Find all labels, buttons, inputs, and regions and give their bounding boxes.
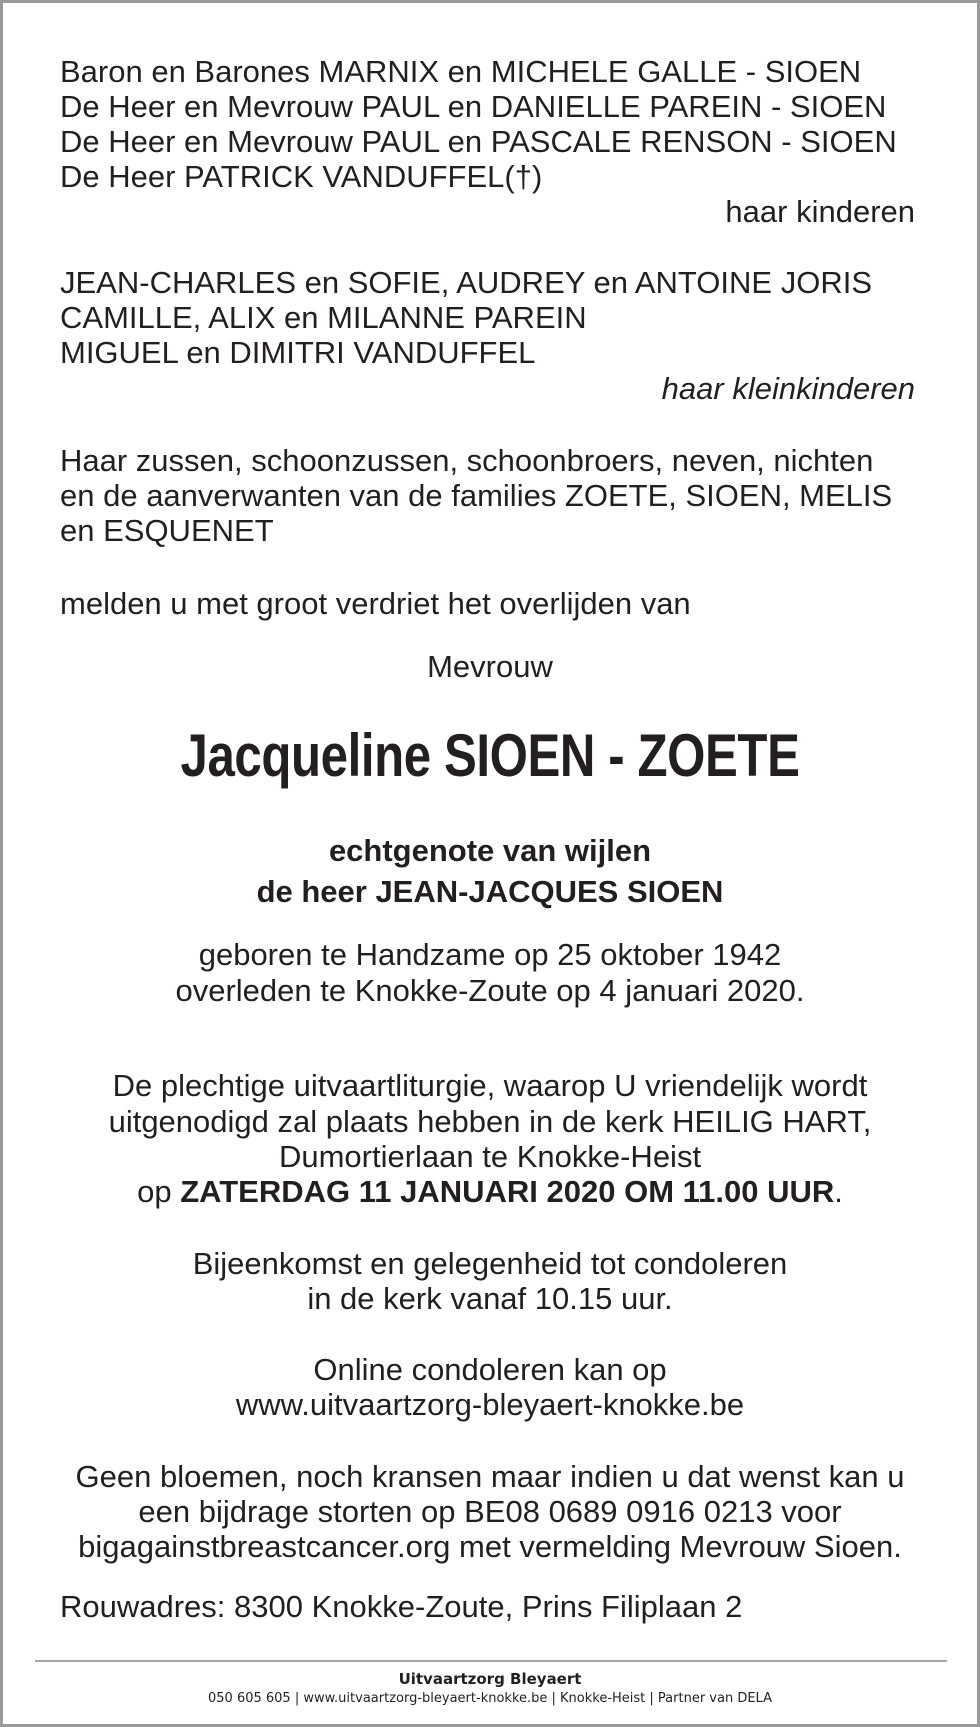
donation-line: Geen bloemen, noch kransen maar indien u dat wenst kan u — [75, 1459, 905, 1494]
spouse-line: de heer JEAN-JACQUES SIOEN — [256, 874, 724, 909]
grandchild-line: JEAN-CHARLES en SOFIE, AUDREY en ANTOINE JORIS — [60, 265, 872, 300]
donation-line: een bijdrage storten op BE08 0689 0916 0213 voor — [138, 1494, 842, 1529]
deceased-name: Jacqueline SIOEN - ZOETE — [180, 722, 800, 789]
announcement-text: melden u met groot verdriet het overlijden van — [60, 586, 691, 621]
footer-contact-info: 050 605 605 | www.uitvaartzorg-bleyaert-knokke.be | Knokke-Heist | Partner van DELA — [208, 1691, 772, 1706]
funeral-line: uitgenodigd zal plaats hebben in de kerk HEILIG HART, — [108, 1104, 872, 1139]
online-url: www.uitvaartzorg-bleyaert-knokke.be — [235, 1387, 745, 1422]
child-line: De Heer en Mevrouw PAUL en DANIELLE PAREIN - SIOEN — [60, 89, 887, 124]
donation-line: bigagainstbreastcancer.org met vermelding Mevrouw Sioen. — [78, 1529, 902, 1564]
footer-company-name: Uitvaartzorg Bleyaert — [398, 1670, 582, 1688]
online-line: Online condoleren kan op — [313, 1352, 667, 1387]
funeral-line: Dumortierlaan te Knokke-Heist — [278, 1139, 702, 1174]
grandchildren-label: haar kleinkinderen — [661, 371, 915, 406]
child-line: De Heer PATRICK VANDUFFEL(†) — [60, 159, 543, 194]
spouse-line: echtgenote van wijlen — [328, 833, 652, 868]
grandchild-line: MIGUEL en DIMITRI VANDUFFEL — [60, 335, 536, 370]
child-line: De Heer en Mevrouw PAUL en PASCALE RENSON - SIOEN — [60, 124, 897, 159]
birth-line: geboren te Handzame op 25 oktober 1942 — [198, 937, 782, 972]
footer-divider — [35, 1660, 947, 1662]
salutation: Mevrouw — [427, 649, 553, 684]
child-line: Baron en Barones MARNIX en MICHELE GALLE - SIOEN — [60, 54, 862, 89]
mourning-address: Rouwadres: 8300 Knokke-Zoute, Prins Filiplaan 2 — [60, 1589, 743, 1624]
funeral-date: ZATERDAG 11 JANUARI 2020 OM 11.00 UUR — [180, 1174, 835, 1209]
funeral-date-prefix: op — [137, 1174, 181, 1209]
gathering-line: Bijeenkomst en gelegenheid tot condoleren — [192, 1246, 788, 1281]
funeral-date-line — [3, 1174, 977, 1209]
relatives-line: en de aanverwanten van de families ZOETE, SIOEN, MELIS — [60, 478, 893, 513]
grandchild-line: CAMILLE, ALIX en MILANNE PAREIN — [60, 300, 587, 335]
deceased-name-wrap — [3, 721, 977, 791]
relatives-line: en ESQUENET — [60, 513, 274, 548]
death-line: overleden te Knokke-Zoute op 4 januari 2020. — [175, 973, 805, 1008]
funeral-line: De plechtige uitvaartliturgie, waarop U vriendelijk wordt — [112, 1068, 868, 1103]
relatives-line: Haar zussen, schoonzussen, schoonbroers, neven, nichten — [60, 443, 874, 478]
funeral-date-suffix: . — [834, 1174, 843, 1209]
children-label: haar kinderen — [725, 194, 915, 229]
gathering-line: in de kerk vanaf 10.15 uur. — [307, 1281, 673, 1316]
